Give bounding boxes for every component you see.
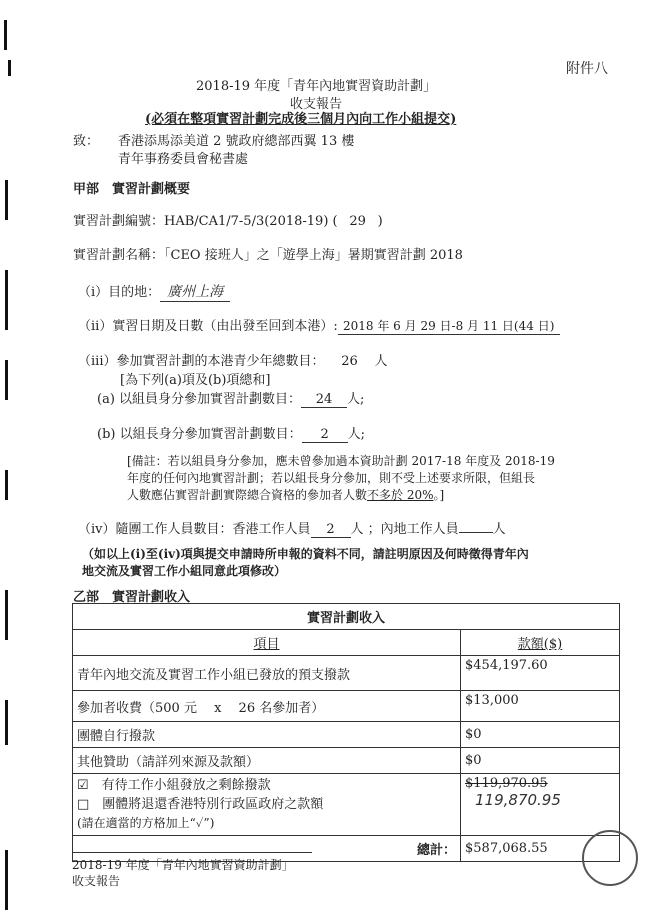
to-office: 青年事務委員會秘書處	[118, 152, 249, 167]
leader-count-value: 2	[302, 427, 348, 443]
staff-hk-value: 2	[311, 522, 351, 538]
scan-edge-mark	[5, 270, 8, 330]
row-item: 團體自行撥款	[73, 722, 461, 748]
scan-edge-mark	[4, 20, 7, 50]
row-amount: $0	[461, 722, 620, 748]
total-label: 總計：	[73, 836, 461, 862]
column-header-item: 項目	[73, 630, 461, 656]
income-table-title: 實習計劃收入	[73, 604, 620, 630]
income-table	[72, 603, 620, 862]
to-address: 香港添馬添美道 2 號政府總部西翼 13 樓	[118, 134, 355, 149]
dates-value: 2018 年 6 月 29 日-8 月 11 日(44 日)	[338, 317, 560, 335]
scan-edge-mark	[5, 590, 8, 640]
row-item: 參加者收費（500 元 x 26 名參加者）	[73, 691, 461, 722]
staff-count: （iv）隨團工作人員數目：香港工作人員 2 人 ；內地工作人員 人	[78, 522, 506, 537]
remaining-amount-cell	[461, 774, 620, 836]
footer-line-2: 收支報告	[72, 874, 121, 888]
remaining-amount-handwritten: 119,870.95	[475, 791, 561, 809]
checkbox-instruction: (請在適當的方格加上“✓”)	[77, 816, 215, 830]
program-name: 實習計劃名稱：「CEO 接班人」之「遊學上海」暑期實習計劃 2018	[73, 248, 463, 263]
row-amount: $0	[461, 748, 620, 774]
column-header-amount: 款額($)	[461, 630, 620, 656]
part-a-heading: 甲部 實習計劃概要	[73, 182, 191, 197]
change-note-line-1: （如以上(i)至(iv)項與提交申請時所申報的資料不同，請註明原因及何時徵得青年內	[82, 547, 529, 561]
remark-line-2: 年度的任何內地實習計劃；若以組長身分參加，則不受上述要求所限，但組長	[127, 471, 536, 485]
annex-label: 附件八	[566, 61, 608, 77]
staff-mainland-value	[459, 532, 493, 533]
footer-divider	[72, 852, 312, 853]
footer-line-1: 2018-19 年度「青年內地實習資助計劃」	[72, 858, 294, 872]
scan-edge-mark	[5, 360, 8, 400]
youth-total: （iii）參加實習計劃的本港青少年總數目： 26 人	[78, 354, 388, 369]
table-row	[73, 691, 620, 722]
table-row	[73, 722, 620, 748]
company-seal	[582, 830, 638, 886]
to-label: 致：	[73, 134, 100, 149]
remaining-funds-options	[73, 774, 461, 836]
table-row	[73, 774, 620, 836]
program-number: 實習計劃編號：HAB/CA1/7-5/3(2018-19) ( 29 )	[73, 214, 383, 229]
checkbox-remaining-allocation: ☑ 有待工作小組發放之剩餘撥款	[77, 778, 271, 793]
scan-edge-mark	[5, 470, 8, 500]
row-amount: $13,000	[461, 691, 620, 722]
youth-total-value: 26	[341, 354, 358, 369]
row-item: 其他贊助（請詳列來源及款額）	[73, 748, 461, 774]
remark-line-3: 人數應佔實習計劃實際總合資格的參加者人數不多於 20%。]	[127, 488, 445, 502]
youth-total-note: [為下列(a)項及(b)項總和]	[120, 373, 271, 388]
part-b-heading: 乙部 實習計劃收入	[73, 590, 191, 605]
program-number-value: 29	[349, 214, 366, 229]
leader-count: (b) 以組長身分參加實習計劃數目： 2 人;	[97, 427, 365, 442]
table-row	[73, 656, 620, 691]
member-count: (a) 以組員身分參加實習計劃數目： 24 人;	[97, 392, 365, 407]
checkbox-refund-to-government: □ 團體將退還香港特別行政區政府之款額	[77, 797, 324, 812]
title-line-2: 收支報告	[290, 97, 343, 112]
destination: （i）目的地： 廣州上海	[78, 281, 230, 302]
row-amount: $454,197.60	[461, 656, 620, 691]
title-line-3: (必須在整項實習計劃完成後三個月內向工作小組提交)	[145, 112, 457, 127]
scan-edge-mark	[5, 700, 8, 745]
member-count-value: 24	[301, 392, 347, 408]
table-row	[73, 748, 620, 774]
scan-edge-mark	[5, 180, 8, 220]
change-note-line-2: 地交流及實習工作小組同意此項修改）	[82, 564, 287, 578]
remaining-amount-printed: $119,970.95	[465, 776, 548, 791]
title-line-1: 2018-19 年度「青年內地實習資助計劃」	[196, 79, 437, 94]
remark-line-1: [備註：若以組員身分參加，應未曾參加過本資助計劃 2017-18 年度及 2018-19	[127, 454, 555, 468]
destination-value: 廣州上海	[160, 281, 230, 302]
scan-edge-mark	[5, 850, 8, 910]
scan-edge-mark	[8, 60, 11, 76]
row-item: 青年內地交流及實習工作小組已發放的預支撥款	[73, 656, 461, 691]
dates: （ii）實習日期及日數（由出發至回到本港）: 2018 年 6 月 29 日-8 月 11 日(44 日)	[78, 315, 560, 335]
total-amount: $587,068.55	[461, 836, 620, 862]
